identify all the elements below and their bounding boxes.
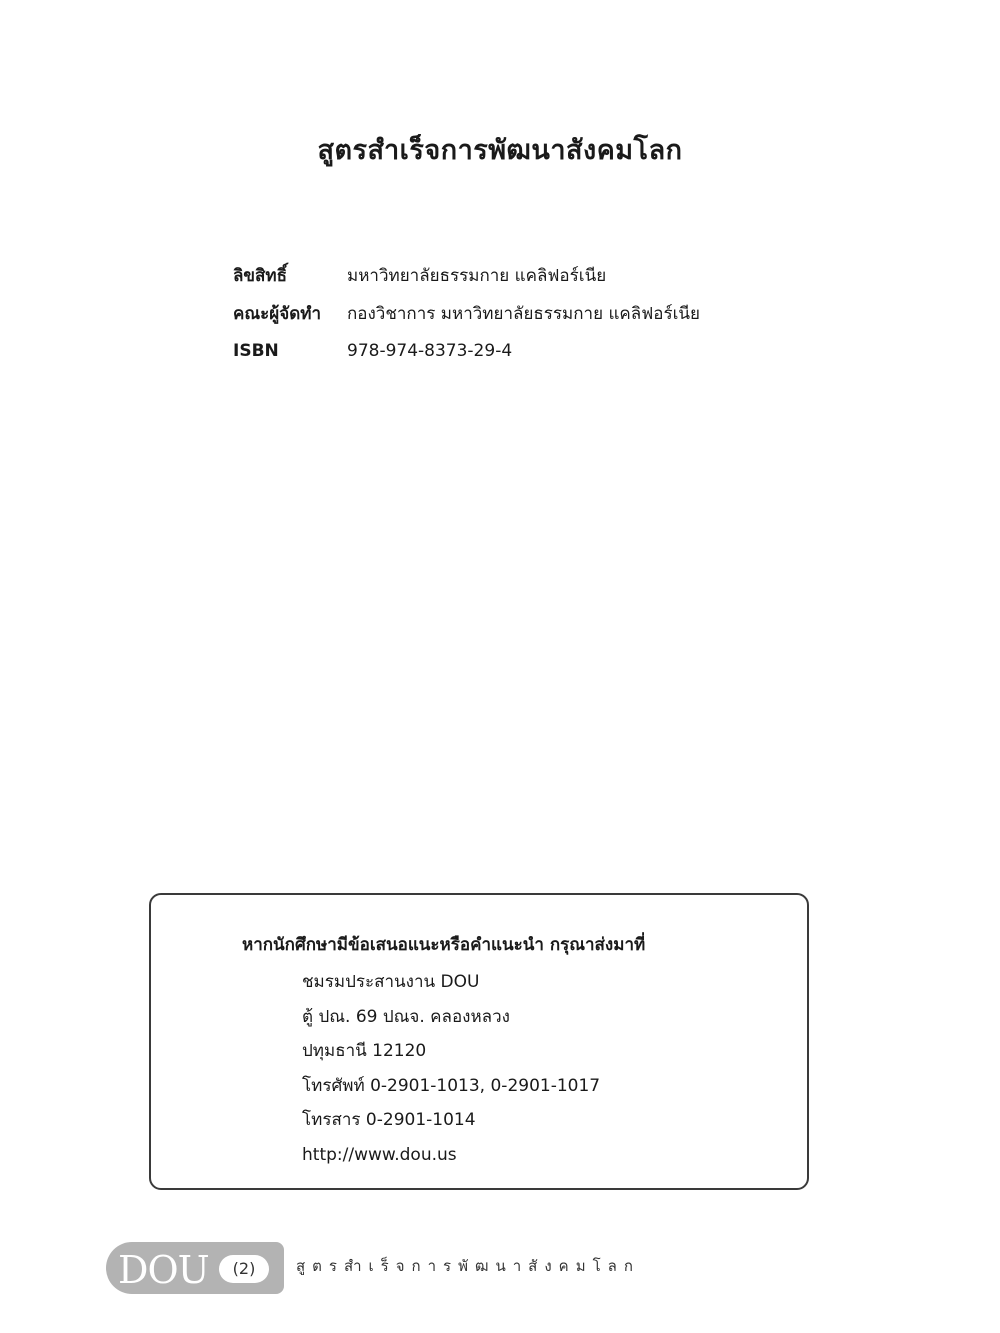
page-number: (2) — [219, 1255, 269, 1283]
isbn-label: ISBN — [233, 341, 279, 361]
footer-page-tab — [106, 1242, 284, 1294]
contact-address — [302, 965, 600, 1172]
contact-website-link[interactable]: http://www.dou.us — [302, 1144, 457, 1165]
authors-row — [233, 294, 700, 332]
contact-organization: ชมรมประสานงาน DOU — [302, 972, 480, 992]
isbn-row — [233, 332, 700, 370]
copyright-value: มหาวิทยาลัยธรรมกาย แคลิฟอร์เนีย — [347, 265, 607, 286]
contact-heading: หากนักศึกษามีข้อเสนอแนะหรือคำแนะนำ กรุณาส่งมาที่ — [242, 935, 646, 955]
book-title: สูตรสำเร็จการพัฒนาสังคมโลก — [317, 135, 683, 166]
contact-box — [149, 893, 809, 1190]
contact-phone: โทรศัพท์ 0-2901-1013, 0-2901-1017 — [302, 1075, 601, 1096]
copyright-label: ลิขสิทธิ์ — [233, 265, 287, 286]
authors-value: กองวิชาการ มหาวิทยาลัยธรรมกาย แคลิฟอร์เนีย — [347, 303, 700, 324]
publication-info — [233, 256, 700, 370]
contact-fax: โทรสาร 0-2901-1014 — [302, 1110, 476, 1130]
contact-province: ปทุมธานี 12120 — [302, 1041, 427, 1061]
copyright-row — [233, 256, 700, 294]
isbn-value: 978-974-8373-29-4 — [347, 341, 513, 361]
running-title: สูตรสำเร็จการพัฒนาสังคมโลก — [296, 1257, 640, 1275]
dou-logo-text: DOU — [118, 1248, 209, 1292]
authors-label: คณะผู้จัดทำ — [233, 303, 321, 324]
contact-po-box: ตู้ ปณ. 69 ปณจ. คลองหลวง — [302, 1006, 510, 1027]
